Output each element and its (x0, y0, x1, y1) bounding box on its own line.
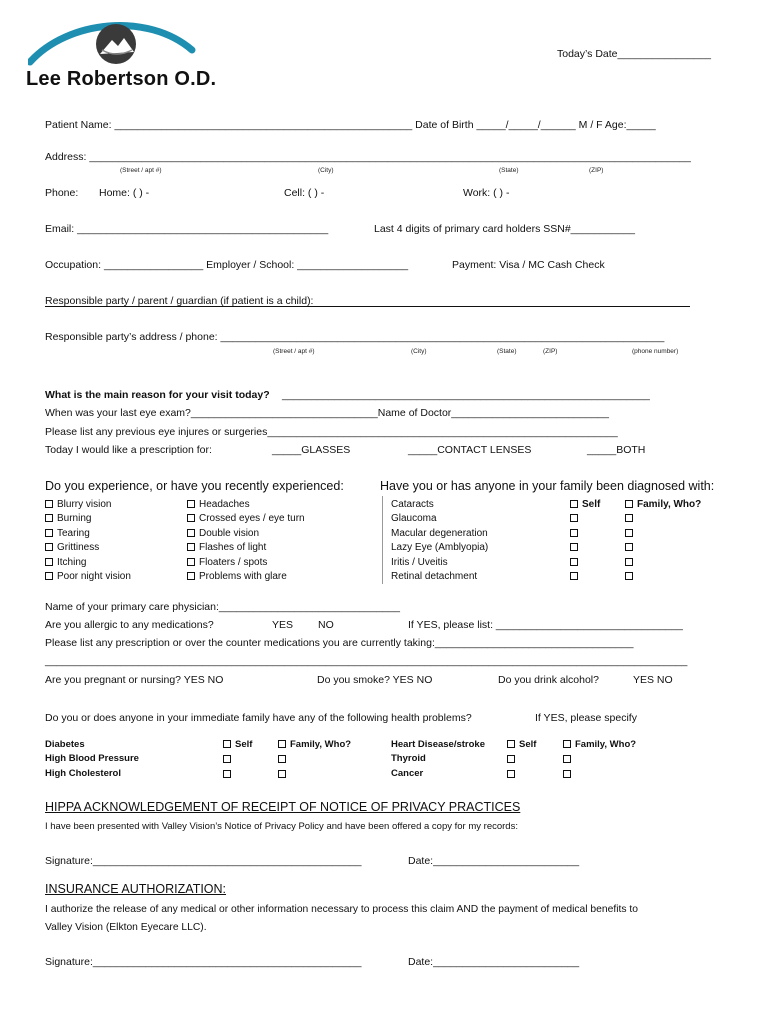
checkbox-icon[interactable] (45, 558, 53, 566)
address-city-caption: (City) (318, 167, 334, 174)
responsible-party-underline (45, 306, 690, 307)
self-label: Self (582, 499, 601, 510)
symptom-label: Poor night vision (57, 570, 131, 582)
medications-continuation-line[interactable]: ______________________________________________________________________________________________________________ (45, 655, 688, 667)
address-zip-caption: (ZIP) (589, 167, 604, 174)
symptom-label: Itching (57, 556, 87, 568)
address-state-caption: (State) (499, 167, 519, 174)
checkbox-icon[interactable] (187, 543, 195, 551)
condition-label: Iritis / Uveitis (391, 556, 448, 568)
insurance-text-line2: Valley Vision (Elkton Eyecare LLC). (45, 922, 207, 933)
family-health-right (391, 738, 485, 781)
self-header[interactable] (223, 738, 252, 752)
family-health-right-family (563, 738, 636, 781)
family-checkbox-row[interactable] (625, 570, 701, 584)
condition-label: Cancer (391, 767, 424, 779)
diagnosed-family-col (625, 498, 701, 584)
checkbox-icon[interactable] (625, 514, 633, 522)
hippa-heading: HIPPA ACKNOWLEDGEMENT OF RECEIPT OF NOTICE OF PRIVACY PRACTICES (45, 800, 521, 814)
responsible-address-line[interactable]: Responsible party’s address / phone: ____________________________________________________________________________ (45, 331, 665, 343)
allergic-no[interactable]: NO (318, 619, 334, 631)
symptom-item[interactable] (187, 498, 305, 512)
diagnosed-heading: Have you or has anyone in your family been diagnosed with: (380, 479, 715, 493)
family-label: Family, Who? (637, 499, 702, 510)
resp-city-caption: (City) (411, 348, 427, 355)
symptom-label: Headaches (199, 499, 250, 510)
symptoms-heading: Do you experience, or have you recently experienced: (45, 479, 344, 493)
symptom-label: Floaters / spots (199, 556, 268, 568)
occupation-employer-field[interactable]: Occupation: _________________ Employer / School: ___________________ (45, 259, 409, 271)
condition-label: Diabetes (45, 739, 85, 750)
self-checkbox-row[interactable] (507, 767, 536, 781)
self-checkbox-row[interactable] (570, 570, 600, 584)
family-checkbox-row[interactable] (278, 767, 351, 781)
self-checkbox-row[interactable] (223, 752, 252, 766)
symptom-item[interactable] (45, 512, 131, 526)
condition-label: High Cholesterol (45, 767, 122, 779)
checkbox-icon[interactable] (625, 558, 633, 566)
checkbox-icon[interactable] (625, 543, 633, 551)
medications-field[interactable]: Please list any prescription or over the counter medications you are currently taking:__________________________________ (45, 637, 634, 649)
insurance-text-line1: I authorize the release of any medical or other information necessary to process this claim AND the payment of medical benefits to (45, 904, 638, 915)
checkbox-icon[interactable] (45, 529, 53, 537)
symptom-item[interactable] (187, 570, 305, 584)
symptom-label: Problems with glare (199, 570, 287, 582)
checkbox-icon[interactable] (45, 514, 53, 522)
allergy-list-field[interactable]: If YES, please list: ________________________________ (408, 619, 683, 631)
checkbox-icon[interactable] (187, 558, 195, 566)
contacts-option[interactable]: _____CONTACT LENSES (408, 444, 532, 456)
family-health-left-self (223, 738, 252, 781)
prescription-label: Today I would like a prescription for: (45, 444, 212, 456)
hippa-text: I have been presented with Valley Vision’s Notice of Privacy Policy and have been offered a copy for my records: (45, 821, 518, 832)
address-line[interactable]: Address: _______________________________________________________________________________________________________ (45, 151, 691, 163)
work-phone-field[interactable]: Work: ( ) - (463, 187, 510, 199)
family-health-question: Do you or does anyone in your immediate family have any of the following health problems? (45, 712, 472, 724)
checkbox-icon[interactable] (278, 740, 286, 748)
family-header[interactable] (563, 738, 636, 752)
family-health-specify: If YES, please specify (535, 712, 637, 724)
symptom-item[interactable] (45, 556, 131, 570)
checkbox-icon[interactable] (570, 514, 578, 522)
symptom-item[interactable] (45, 527, 131, 541)
insurance-signature-field[interactable]: Signature:______________________________________________ (45, 956, 362, 968)
family-checkbox-row[interactable] (563, 767, 636, 781)
glasses-option[interactable]: _____GLASSES (272, 444, 351, 456)
family-health-left-family (278, 738, 351, 781)
resp-zip-caption: (ZIP) (543, 348, 558, 355)
hippa-date-field[interactable]: Date:_________________________ (408, 855, 580, 867)
visit-reason-field[interactable]: _______________________________________________________________ (282, 389, 650, 401)
payment-options[interactable]: Payment: Visa / MC Cash Check (452, 259, 605, 271)
resp-state-caption: (State) (497, 348, 517, 355)
family-label: Family, Who? (575, 739, 637, 750)
checkbox-icon[interactable] (45, 543, 53, 551)
physician-field[interactable]: Name of your primary care physician:_______________________________ (45, 601, 400, 613)
checkbox-icon[interactable] (563, 770, 571, 778)
clinic-name: Lee Robertson O.D. (26, 68, 217, 90)
diagnosed-conditions (391, 498, 488, 584)
alcohol-question: Do you drink alcohol? (498, 674, 599, 686)
allergic-question: Are you allergic to any medications? (45, 619, 214, 631)
checkbox-icon[interactable] (570, 558, 578, 566)
checkbox-icon[interactable] (45, 572, 53, 580)
checkbox-icon[interactable] (570, 543, 578, 551)
checkbox-icon[interactable] (278, 770, 286, 778)
checkbox-icon[interactable] (507, 755, 515, 763)
self-header[interactable] (570, 498, 600, 512)
checkbox-icon[interactable] (625, 500, 633, 508)
ssn-field[interactable]: Last 4 digits of primary card holders SSN#___________ (374, 223, 635, 235)
symptom-item[interactable] (187, 556, 305, 570)
both-option[interactable]: _____BOTH (587, 444, 646, 456)
insurance-date-field[interactable]: Date:_________________________ (408, 956, 580, 968)
email-field[interactable]: Email: ___________________________________________ (45, 223, 329, 235)
family-checkbox-row[interactable] (625, 556, 701, 570)
family-health-left (45, 738, 139, 781)
clinic-logo-icon (28, 14, 198, 70)
alcohol-yes-no[interactable]: YES NO (633, 674, 673, 686)
symptom-label: Blurry vision (57, 499, 112, 510)
family-checkbox-row[interactable] (625, 541, 701, 555)
family-checkbox-row[interactable] (278, 752, 351, 766)
self-checkbox-row[interactable] (570, 541, 600, 555)
symptom-item[interactable] (45, 498, 131, 512)
symptom-item[interactable] (45, 570, 131, 584)
symptom-label: Grittiness (57, 542, 100, 554)
resp-phone-caption: (phone number) (632, 348, 679, 355)
symptom-item[interactable] (187, 512, 305, 526)
checkbox-icon[interactable] (563, 740, 571, 748)
self-checkbox-row[interactable] (570, 556, 600, 570)
condition-label: Cataracts (391, 499, 434, 510)
checkbox-icon[interactable] (187, 529, 195, 537)
hippa-signature-field[interactable]: Signature:______________________________________________ (45, 855, 362, 867)
cell-phone-field[interactable]: Cell: ( ) - (284, 187, 325, 199)
self-label: Self (519, 739, 537, 750)
family-checkbox-row[interactable] (563, 752, 636, 766)
condition-label: Retinal detachment (391, 570, 478, 582)
checkbox-icon[interactable] (187, 572, 195, 580)
self-label: Self (235, 739, 253, 750)
symptom-label: Double vision (199, 527, 260, 539)
injuries-field[interactable]: Please list any previous eye injures or surgeries____________________________________________________________ (45, 426, 618, 438)
condition-label: Thyroid (391, 753, 426, 765)
symptom-label: Burning (57, 513, 92, 525)
family-label: Family, Who? (290, 739, 352, 750)
checkbox-icon[interactable] (223, 770, 231, 778)
checkbox-icon[interactable] (563, 755, 571, 763)
symptom-item[interactable] (187, 541, 305, 555)
checkbox-icon[interactable] (625, 572, 633, 580)
smoke-question[interactable]: Do you smoke? YES NO (317, 674, 433, 686)
condition-label: Lazy Eye (Amblyopia) (391, 542, 489, 554)
allergic-yes[interactable]: YES (272, 619, 294, 631)
resp-street-caption: (Street / apt #) (273, 348, 315, 355)
symptom-item[interactable] (45, 541, 131, 555)
checkbox-icon[interactable] (625, 529, 633, 537)
diagnosed-divider (382, 496, 383, 584)
self-checkbox-row[interactable] (223, 767, 252, 781)
self-checkbox-row[interactable] (507, 752, 536, 766)
patient-name-line[interactable]: Patient Name: ___________________________________________________ Date of Birth _____/_____/______ M / F Age:_____ (45, 119, 656, 131)
family-checkbox-row[interactable] (625, 512, 701, 526)
checkbox-icon[interactable] (507, 770, 515, 778)
symptom-label: Flashes of light (199, 542, 267, 554)
symptom-label: Tearing (57, 527, 90, 539)
condition-label: Macular degeneration (391, 527, 488, 539)
family-header[interactable] (278, 738, 351, 752)
visit-reason-label: What is the main reason for your visit today? (45, 389, 270, 401)
checkbox-icon[interactable] (223, 755, 231, 763)
checkbox-icon[interactable] (507, 740, 515, 748)
home-phone-field[interactable]: Home: ( ) - (99, 187, 150, 199)
symptom-label: Crossed eyes / eye turn (199, 513, 305, 525)
self-checkbox-row[interactable] (570, 512, 600, 526)
last-exam-field[interactable]: When was your last eye exam?________________________________Name of Doctor___________________________ (45, 407, 609, 419)
checkbox-icon[interactable] (570, 500, 578, 508)
checkbox-icon[interactable] (278, 755, 286, 763)
checkbox-icon[interactable] (187, 500, 195, 508)
address-street-caption: (Street / apt #) (120, 167, 162, 174)
self-checkbox-row[interactable] (570, 527, 600, 541)
condition-label: Glaucoma (391, 513, 437, 525)
checkbox-icon[interactable] (45, 500, 53, 508)
symptoms-col1 (45, 498, 131, 584)
pregnant-question[interactable]: Are you pregnant or nursing? YES NO (45, 674, 224, 686)
checkbox-icon[interactable] (187, 514, 195, 522)
symptoms-col2 (187, 498, 305, 584)
symptom-item[interactable] (187, 527, 305, 541)
diagnosed-self-col (570, 498, 600, 584)
phone-label: Phone: (45, 187, 79, 199)
insurance-heading: INSURANCE AUTHORIZATION: (45, 882, 227, 896)
checkbox-icon[interactable] (570, 529, 578, 537)
self-header[interactable] (507, 738, 536, 752)
condition-label: Heart Disease/stroke (391, 739, 485, 750)
family-health-right-self (507, 738, 536, 781)
checkbox-icon[interactable] (570, 572, 578, 580)
condition-label: High Blood Pressure (45, 753, 139, 765)
family-header[interactable] (625, 498, 701, 512)
family-checkbox-row[interactable] (625, 527, 701, 541)
responsible-party-label[interactable]: Responsible party / parent / guardian (if patient is a child): (45, 295, 314, 307)
todays-date-field[interactable]: Today’s Date________________ (557, 48, 711, 60)
checkbox-icon[interactable] (223, 740, 231, 748)
